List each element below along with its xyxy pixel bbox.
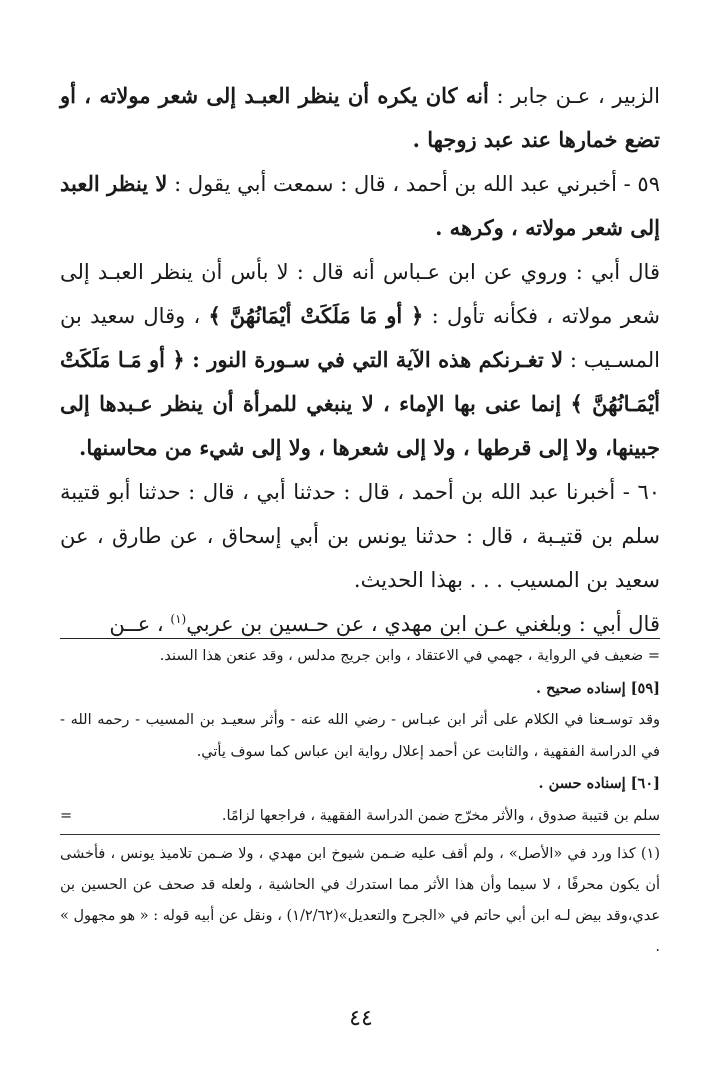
page-number: ٤٤ (349, 1006, 373, 1031)
note-4-label: [٦٠] إسناده حسن . (538, 775, 660, 792)
paragraph-4: ٦٠ - أخبرنا عبد الله بن أحمد ، قال : حدثنا أبي ، قال : حدثنا أبو قتيبة سلم بن قتيـبة ، قال : حدثنا يونس بن أبي إسحاق ، عن طارق ، عن سعيد بن المسيب . . . بهذا الحديث. (60, 480, 660, 592)
editor-notes (60, 641, 660, 832)
note-5 (60, 801, 660, 833)
note-2-label: [٥٩] إسناده صحيح . (536, 679, 660, 697)
p3-quran-quote: ﴿ أو مَا مَلَكَتْ أيْمَانُهُنَّ ﴾ (208, 303, 424, 328)
footnotes (60, 839, 660, 963)
p3-plain-b: ، وقال سعيد بن المسـيب : (60, 304, 660, 372)
p1-plain: الزبير ، عـن جابر : (488, 84, 660, 108)
notes-divider (60, 638, 660, 639)
p2-plain: ٥٩ - أخبرني عبد الله بن أحمد ، قال : سمعت أبي يقول : (167, 172, 660, 196)
note-5-text: سلم بن قتيبة صدوق ، والأثر مخرّج ضمن الدراسة الفقهية ، فراجعها لزامًا. (221, 807, 660, 824)
note-2 (60, 673, 660, 706)
p5-text-a: قال أبي : وبلغني عـن ابن مهدي ، عن حـسين بن عربي (186, 612, 660, 636)
p3-plain-a: قال أبي : وروي عن ابن عـباس أنه قال : لا بأس أن ينظر العبـد إلى شعر مولاته ، فكأنه تأول : (60, 260, 661, 328)
footnote-divider (60, 834, 660, 835)
p2-bold: لا ينظر العبد إلى شعر مولاته ، وكرهه . (60, 171, 660, 240)
paragraph-5 (60, 602, 660, 646)
footnote-1: (١) كذا ورد في «الأصل» ، ولم أقف عليه ضـمن شيوخ ابن مهدي ، ولا ضـمن تلاميذ يونس ، فأخشى أن يكون محرفًا ، لا سيما وأن هذا الأثر مما استدرك في الحاشية ، ولعله قد صحف عن الحسين بن عدي،وقد بيض لـه ابن أبي حاتم في «الجرح والتعديل»(١/٢/٦٢) ، ونقل عن أبيه قوله : « هو مجهول » . (60, 846, 660, 955)
p3-bold-b: لا تغـرنكم هذه الآية التي في سـورة النور : ﴿ أو مَـا مَلَكَتْ أيْمَـانُهُنَّ ﴾ إنما عنى بها الإماء ، لا ينبغي للمرأة أن ينظر عـبدها إلى جبينها، ولا إلى قرطها ، ولا إلى شعرها ، ولا إلى شيء من محاسنها. (60, 347, 660, 460)
paragraph-2 (60, 162, 660, 250)
footnote-ref[interactable]: (١) (170, 612, 187, 626)
note-3: وقد توسـعنا في الكلام على أثر ابن عبـاس - رضي الله عنه - وأثر سعيـد بن المسيب - رحمه الله - في الدراسة الفقهية ، والثابت عن أحمد إعلال رواية ابن عباس كما سوف يأتي. (60, 712, 660, 760)
note-4 (60, 768, 660, 801)
paragraph-3 (60, 250, 660, 470)
p5-text-b: ، عــن (109, 612, 171, 636)
continuation-mark: = (60, 807, 73, 824)
main-text (60, 74, 660, 646)
p1-bold: أنه كان يكره أن ينظر العبـد إلى شعر مولاته ، أو تضع خمارها عند عبد زوجها . (60, 83, 660, 152)
note-1: = ضعيف في الرواية ، جهمي في الاعتقاد ، وابن جريج مدلس ، وقد عنعن هذا السند. (159, 648, 660, 664)
paragraph-1 (60, 74, 660, 162)
